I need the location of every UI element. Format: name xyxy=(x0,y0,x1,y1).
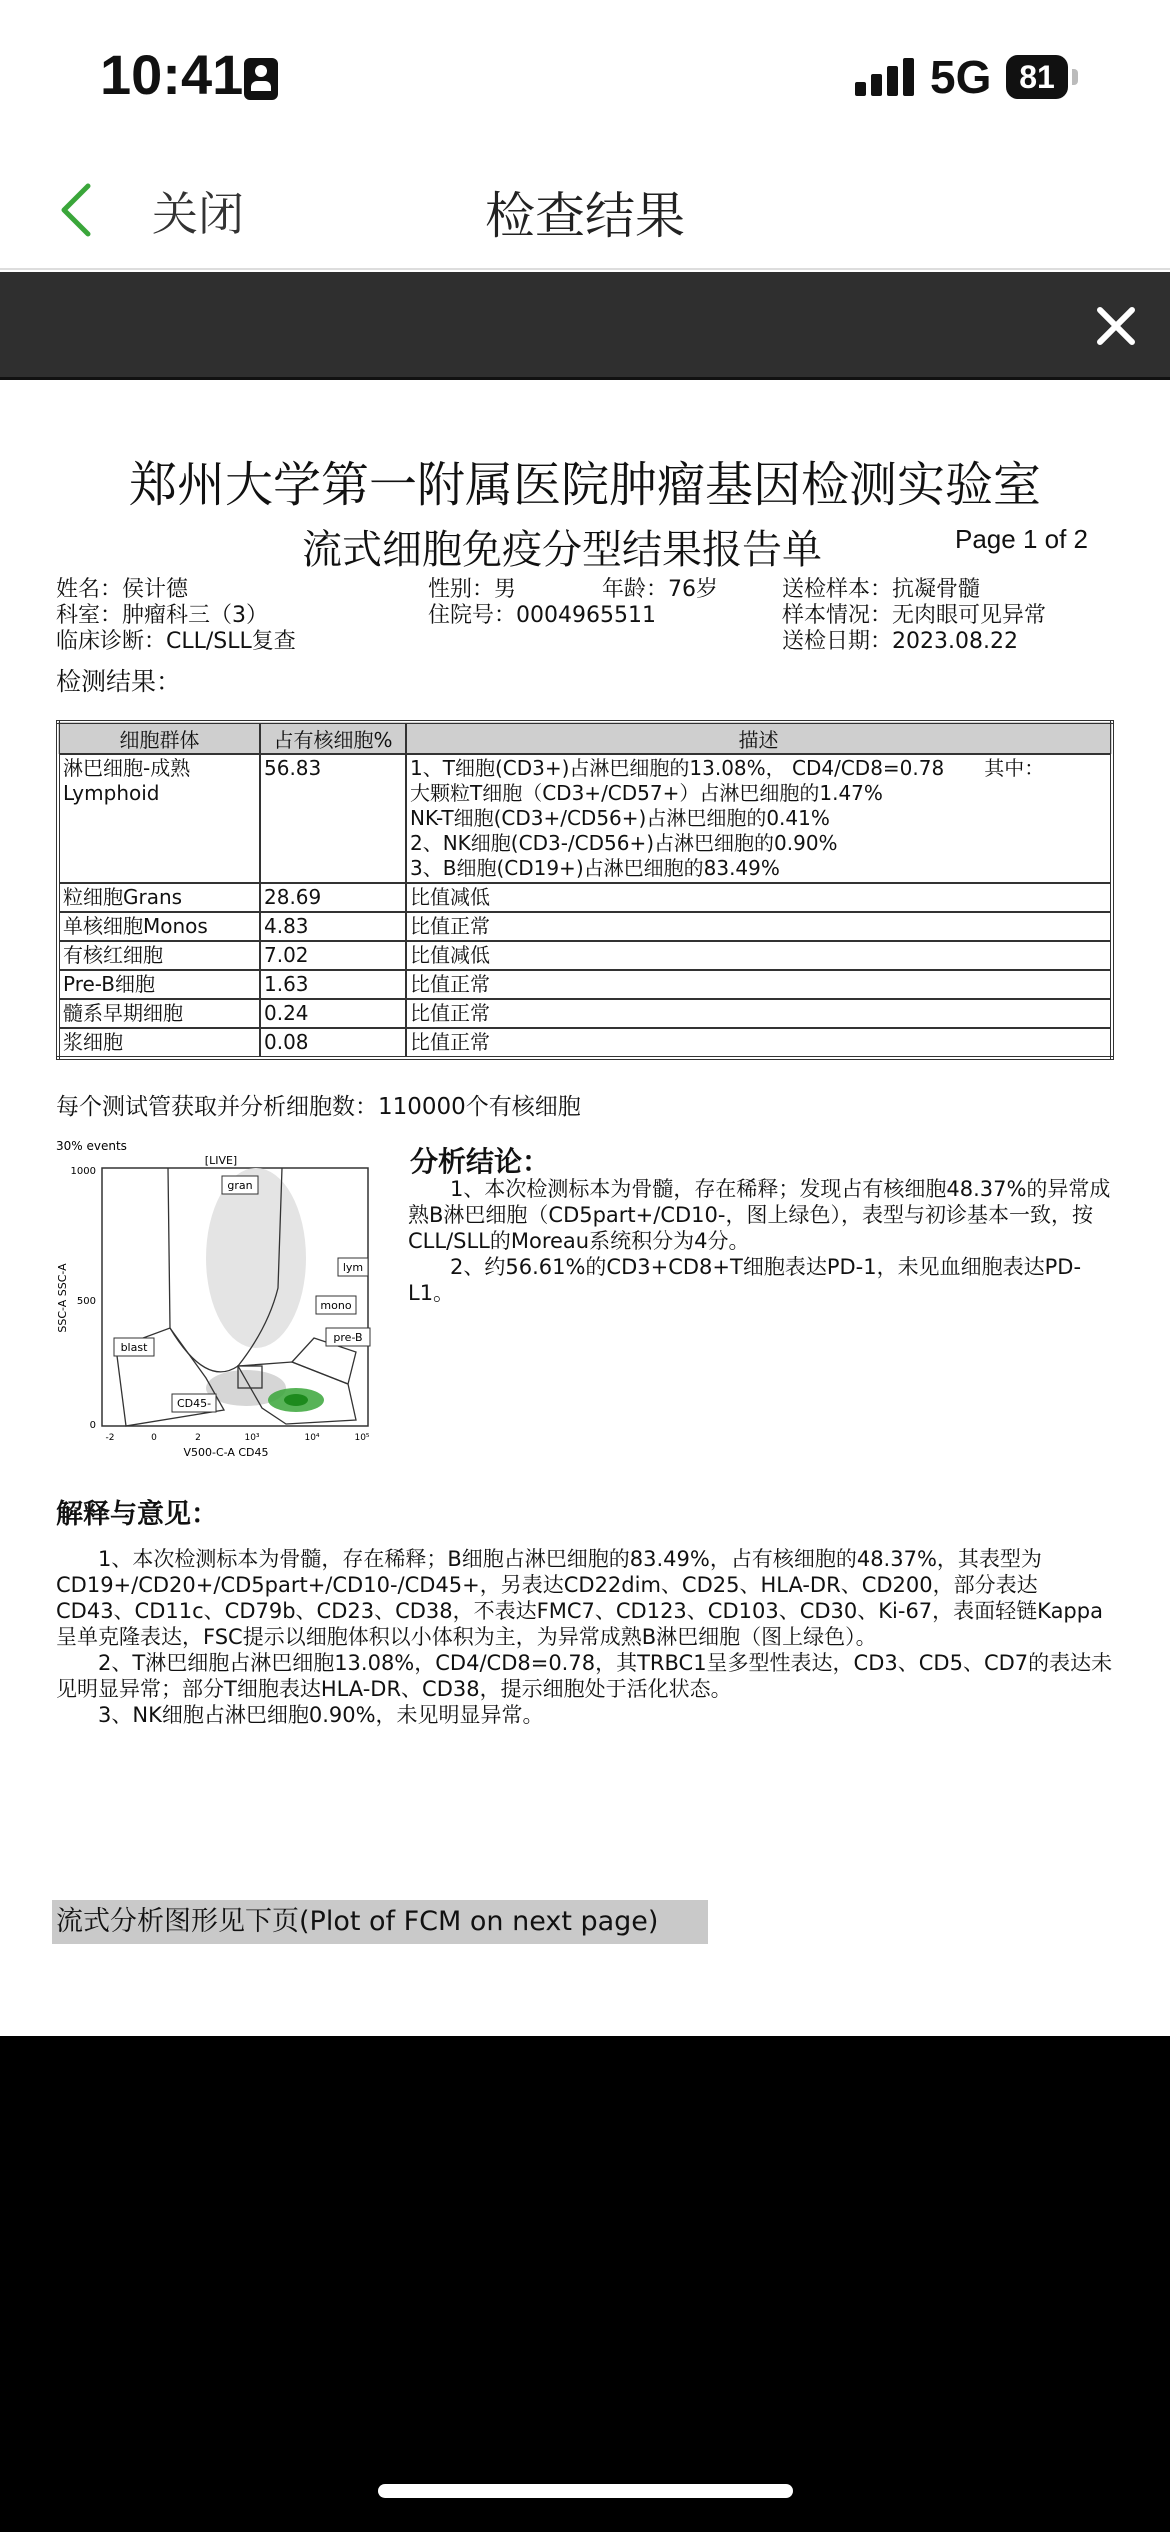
close-button[interactable]: 关闭 xyxy=(152,187,244,241)
network-type: 5G xyxy=(930,51,992,103)
ytick-label: 500 xyxy=(76,1296,96,1307)
cell-pct: 0.08 xyxy=(260,1028,406,1058)
status-bar xyxy=(0,0,1170,150)
xtick-label: 10⁴ xyxy=(304,1433,320,1443)
analysis-paragraph: 2、约56.61%的CD3+CD8+T细胞表达PD-1，未见血细胞表达PD-L1。 xyxy=(408,1255,1082,1305)
cell-pct: 56.83 xyxy=(260,754,406,883)
viewer-toolbar xyxy=(0,272,1170,380)
table-header: 描述 xyxy=(406,722,1112,754)
status-time: 10:41 xyxy=(100,43,244,106)
gate-label-gran: gran xyxy=(227,1179,253,1192)
desc-line: 1、T细胞(CD3+)占淋巴细胞的13.08%， CD4/CD8=0.78 其中： xyxy=(410,756,1045,780)
ytick-label: 1000 xyxy=(70,1166,96,1177)
patient-age: 年龄：76岁 xyxy=(602,577,718,602)
cell-desc: 比值正常 xyxy=(406,999,1112,1028)
table-header: 细胞群体 xyxy=(58,722,260,754)
cell-group: 单核细胞Monos xyxy=(58,912,260,941)
cell-group: 淋巴细胞-成熟 Lymphoid xyxy=(58,754,260,883)
desc-line: NK-T细胞(CD3+/CD56+)占淋巴细胞的0.41% xyxy=(410,806,830,830)
nav-bar xyxy=(0,150,1170,270)
cell-count-line: 每个测试管获取并分析细胞数：110000个有核细胞 xyxy=(56,1094,581,1120)
cell-pct: 1.63 xyxy=(260,970,406,999)
gate-label-blast: blast xyxy=(120,1341,148,1354)
cell-desc: 比值正常 xyxy=(406,970,1112,999)
next-page-note: 流式分析图形见下页(Plot of FCM on next page) xyxy=(52,1900,708,1944)
patient-sex: 性别：男 xyxy=(428,577,517,602)
table-row xyxy=(58,912,1112,941)
sample-status: 样本情况：无肉眼可见异常 xyxy=(782,603,1047,628)
event-cloud xyxy=(206,1168,306,1348)
cell-pct: 7.02 xyxy=(260,941,406,970)
gate-label-cd45-neg: CD45- xyxy=(176,1397,212,1410)
table-header: 占有核细胞% xyxy=(260,722,406,754)
viewer-bottom-area xyxy=(0,2036,1170,2532)
close-icon[interactable] xyxy=(1092,302,1140,350)
plot-ylabel: SSC-A SSC-A xyxy=(56,1263,69,1333)
battery-tip xyxy=(1072,69,1078,85)
cell-desc: 比值减低 xyxy=(406,941,1112,970)
analysis-title: 分析结论： xyxy=(410,1145,551,1178)
interpretation-paragraph: 2、T淋巴细胞占淋巴细胞13.08%，CD4/CD8=0.78，其TRBC1呈多型性表达，CD3、CD5、CD7的表达未见明显异常；部分T细胞表达HLA-DR、CD38，提示细胞处于活化状态。 xyxy=(56,1651,1113,1701)
hospital-name: 郑州大学第一附属医院肿瘤基因检测实验室 xyxy=(128,457,1041,513)
cell-pct: 28.69 xyxy=(260,883,406,912)
patient-name: 姓名：侯计德 xyxy=(56,577,189,602)
xtick-label: -2 xyxy=(105,1433,115,1443)
cell-group: Pre-B细胞 xyxy=(58,970,260,999)
page-title: 检查结果 xyxy=(485,187,685,245)
interpretation-title: 解释与意见： xyxy=(56,1499,218,1530)
gate-label-pre-b: pre-B xyxy=(333,1331,363,1344)
interpretation-paragraph: 1、本次检测标本为骨髓，存在稀释；B细胞占淋巴细胞的83.49%，占有核细胞的48.37%，其表型为CD19+/CD20+/CD5part+/CD10-/CD45+，另表达CD22dim、CD25、HLA-DR、CD200，部分表达CD43、CD11c、CD79b、CD23、CD38，不表达FMC7、CD123、CD103、CD30、Ki-67，表面轻链Kappa呈单克隆表达，FSC提示以细胞体积以小体积为主，为异常成熟B淋巴细胞（图上绿色）。 xyxy=(56,1547,1103,1649)
cell-pct: 4.83 xyxy=(260,912,406,941)
plot-events-label: 30% events xyxy=(56,1139,127,1153)
table-row xyxy=(58,754,1112,883)
xtick-label: 10⁵ xyxy=(354,1433,370,1443)
cell-group: 浆细胞 xyxy=(58,1028,260,1058)
id-card-icon xyxy=(244,58,278,100)
cell-group: 髓系早期细胞 xyxy=(58,999,260,1028)
table-row xyxy=(58,970,1112,999)
clinical-diagnosis: 临床诊断：CLL/SLL复查 xyxy=(56,629,296,654)
cell-group: 粒细胞Grans xyxy=(58,883,260,912)
analysis-paragraph: 1、本次检测标本为骨髓，存在稀释；发现占有核细胞48.37%的异常成熟B淋巴细胞（CD5part+/CD10-，图上绿色），表型与初诊基本一致，按CLL/SLL的Moreau系统积分为4分。 xyxy=(408,1177,1111,1253)
admission-number: 住院号：0004965511 xyxy=(428,603,656,628)
plot-xlabel: V500-C-A CD45 xyxy=(183,1446,269,1458)
xtick-label: 10³ xyxy=(244,1433,260,1443)
gate-label-lym: lym xyxy=(342,1261,364,1274)
abnormal-b-core xyxy=(284,1394,308,1406)
cell-group: 有核红细胞 xyxy=(58,941,260,970)
results-label: 检测结果： xyxy=(56,667,182,696)
results-table xyxy=(56,720,1114,1060)
table-row xyxy=(58,883,1112,912)
desc-line: 2、NK细胞(CD3-/CD56+)占淋巴细胞的0.90% xyxy=(410,831,838,855)
battery-icon: 81 xyxy=(1006,55,1068,99)
xtick-label: 0 xyxy=(151,1433,157,1443)
cell-desc: 比值减低 xyxy=(406,883,1112,912)
page-number: Page 1 of 2 xyxy=(955,524,1088,554)
submit-date: 送检日期：2023.08.22 xyxy=(782,629,1018,654)
cell-desc: 比值正常 xyxy=(406,1028,1112,1058)
interpretation-text xyxy=(56,1546,1116,1728)
table-row xyxy=(58,999,1112,1028)
xtick-label: 2 xyxy=(195,1433,201,1443)
analysis-text xyxy=(408,1176,1120,1306)
interpretation-paragraph: 3、NK细胞占淋巴细胞0.90%，未见明显异常。 xyxy=(98,1703,544,1727)
gate-label-mono: mono xyxy=(320,1299,352,1312)
ytick-label: 0 xyxy=(89,1420,96,1431)
patient-dept: 科室：肿瘤科三（3） xyxy=(56,603,268,628)
home-indicator[interactable] xyxy=(378,2484,793,2498)
table-row xyxy=(58,941,1112,970)
report-document xyxy=(0,380,1170,2036)
cell-pct: 0.24 xyxy=(260,999,406,1028)
sample-type: 送检样本：抗凝骨髓 xyxy=(782,577,981,602)
table-row xyxy=(58,1028,1112,1058)
flow-cytometry-plot xyxy=(56,1138,386,1458)
desc-line: 大颗粒T细胞（CD3+/CD57+）占淋巴细胞的1.47% xyxy=(410,781,883,805)
signal-icon xyxy=(855,58,915,96)
desc-line: 3、B细胞(CD19+)占淋巴细胞的83.49% xyxy=(410,856,780,880)
cell-desc: 比值正常 xyxy=(406,912,1112,941)
plot-live-label: [LIVE] xyxy=(204,1154,238,1167)
report-title: 流式细胞免疫分型结果报告单 xyxy=(302,527,822,573)
cell-desc xyxy=(406,754,1112,883)
